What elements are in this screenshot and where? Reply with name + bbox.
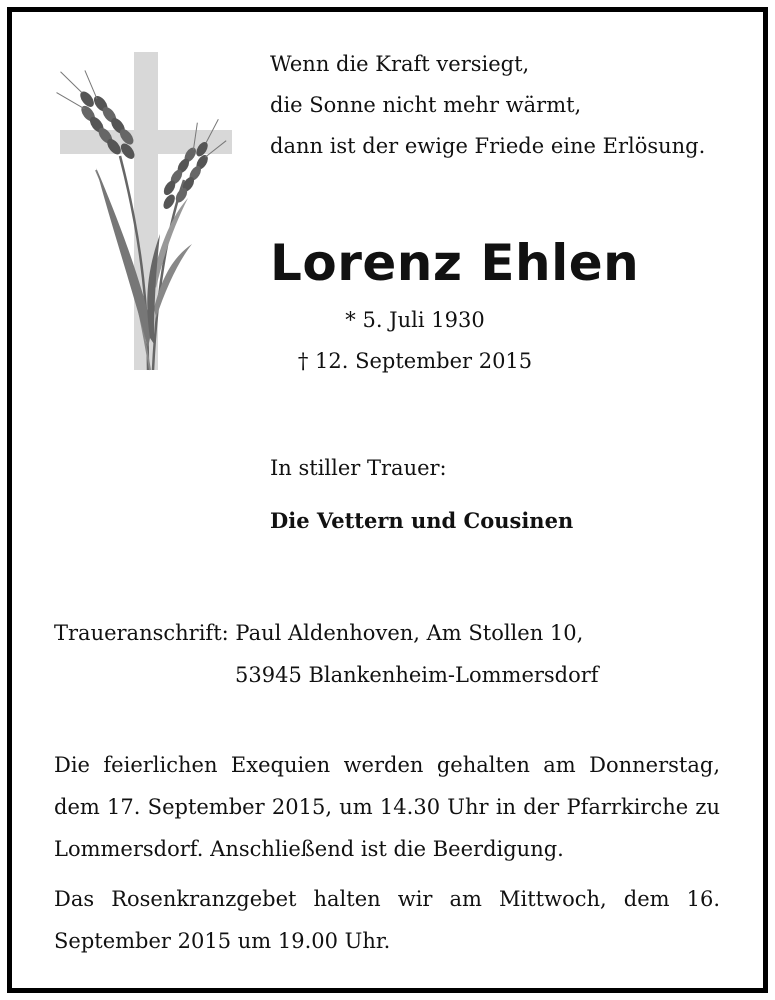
verse-line: Wenn die Kraft versiegt, [270,52,530,76]
service-details [54,744,720,962]
death-date: † 12. September 2015 [297,349,533,373]
life-dates [270,300,560,382]
birth-date: * 5. Juli 1930 [345,308,485,332]
address-line: 53945 Blankenheim-Lommersdorf [235,663,599,687]
deceased-name: Lorenz Ehlen [270,234,640,292]
cross-with-wheat-icon [52,48,242,378]
mourning-address [54,612,599,696]
address-line: Traueranschrift: Paul Aldenhoven, Am Stollen 10, [54,621,584,645]
memorial-verse [270,44,705,167]
funeral-paragraph: Die feierlichen Exequien werden gehalten am Donnerstag, dem 17. September 2015, um 14.30 Uhr in der Pfarrkirche zu Lommersdorf. Anschließend ist die Beerdigung. [54,753,720,861]
verse-line: die Sonne nicht mehr wärmt, [270,93,582,117]
mourning-intro: In stiller Trauer: [270,456,447,480]
verse-line: dann ist der ewige Friede eine Erlösung. [270,134,706,158]
mourners-family: Die Vettern und Cousinen [270,508,574,533]
rosary-paragraph: Das Rosenkranzgebet halten wir am Mittwoch, dem 16. September 2015 um 19.00 Uhr. [54,887,720,953]
